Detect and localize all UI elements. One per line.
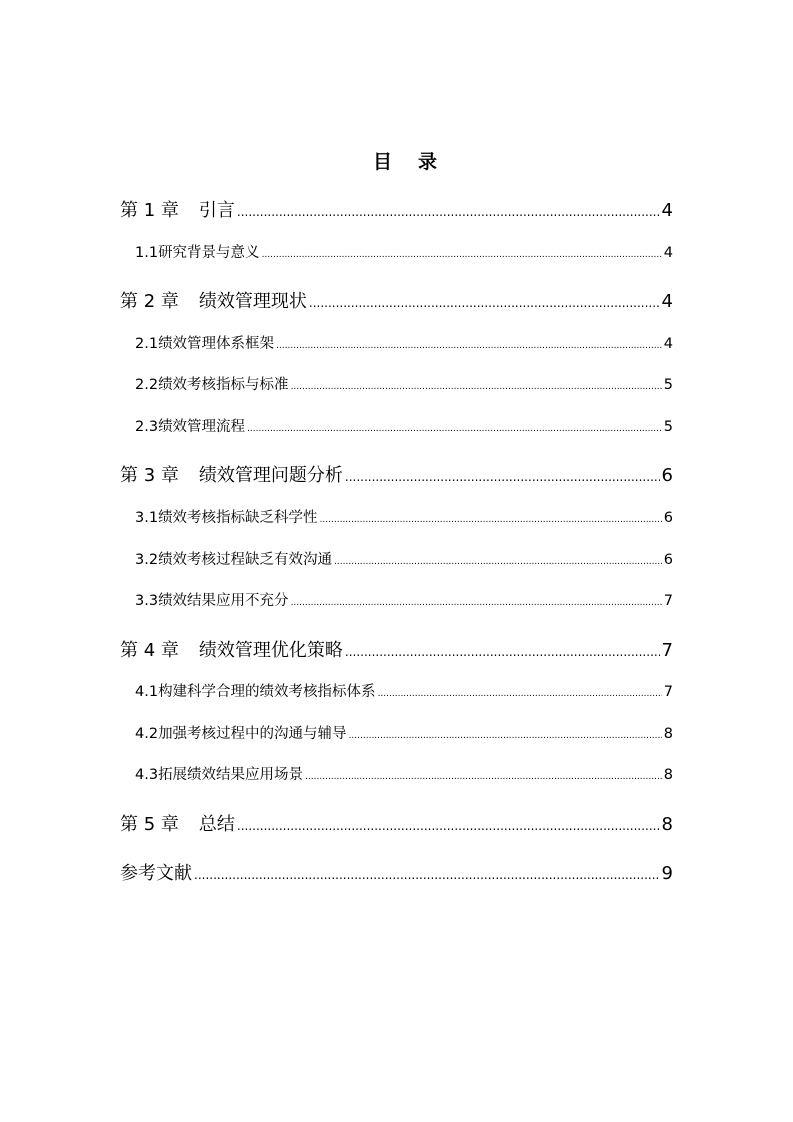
entry-page-number: 6	[663, 510, 673, 526]
entry-page-number: 8	[663, 767, 673, 783]
entry-label: 绩效考核指标与标准	[158, 377, 289, 393]
entry-page-number: 4	[663, 245, 673, 261]
entry-page-number: 7	[661, 640, 673, 661]
dot-leader	[349, 723, 662, 747]
entry-page-number: 8	[663, 726, 673, 742]
toc-entry-references[interactable]	[120, 861, 673, 888]
entry-page-number: 5	[663, 419, 673, 435]
entry-number: 4.3	[135, 767, 159, 783]
dot-leader	[194, 861, 660, 888]
entry-label: 参考文献	[120, 863, 192, 884]
toc-entry-section-4-1[interactable]	[120, 681, 673, 705]
toc-entry-section-3-2[interactable]	[120, 549, 673, 573]
dot-leader	[305, 764, 662, 788]
toc-entry-section-3-1[interactable]	[120, 507, 673, 531]
entry-number: 第 3 章	[120, 465, 179, 486]
toc-entry-chapter-3[interactable]	[120, 463, 673, 490]
toc-entry-chapter-1[interactable]	[120, 198, 673, 225]
entry-label: 绩效结果应用不充分	[158, 593, 289, 609]
dot-leader	[291, 590, 662, 614]
toc-entry-section-4-3[interactable]	[120, 764, 673, 788]
entry-page-number: 4	[663, 336, 673, 352]
dot-leader	[247, 416, 662, 440]
entry-page-number: 8	[661, 814, 673, 835]
entry-number: 2.1	[135, 336, 159, 352]
toc-entry-section-2-2[interactable]	[120, 374, 673, 398]
entry-page-number: 6	[661, 465, 673, 486]
entry-number: 第 1 章	[120, 200, 179, 221]
entry-page-number: 4	[661, 200, 673, 221]
entry-label: 总结	[198, 814, 235, 835]
entry-label: 绩效管理体系框架	[158, 336, 275, 352]
toc-entry-section-2-3[interactable]	[120, 416, 673, 440]
dot-leader	[345, 638, 660, 665]
entry-label: 绩效管理现状	[198, 291, 307, 312]
entry-number: 3.2	[135, 552, 159, 568]
entry-number: 第 4 章	[120, 640, 179, 661]
entry-label: 构建科学合理的绩效考核指标体系	[158, 684, 376, 700]
entry-label: 绩效考核指标缺乏科学性	[158, 510, 318, 526]
entry-label: 绩效管理问题分析	[198, 465, 343, 486]
dot-leader	[309, 289, 660, 316]
entry-number: 1.1	[135, 245, 159, 261]
dot-leader	[345, 463, 660, 490]
toc-entry-chapter-2[interactable]	[120, 289, 673, 316]
toc-entry-section-2-1[interactable]	[120, 333, 673, 357]
dot-leader	[276, 333, 662, 357]
entry-number: 2.2	[135, 377, 159, 393]
entry-label: 绩效管理流程	[158, 419, 246, 435]
dot-leader	[320, 507, 662, 531]
toc-entry-section-3-3[interactable]	[120, 590, 673, 614]
dot-leader	[378, 681, 662, 705]
entry-page-number: 7	[663, 684, 673, 700]
entry-number: 3.1	[135, 510, 159, 526]
entry-page-number: 4	[661, 291, 673, 312]
entry-label: 绩效考核过程缺乏有效沟通	[158, 552, 333, 568]
toc-entry-chapter-4[interactable]	[120, 638, 673, 665]
entry-label: 绩效管理优化策略	[198, 640, 343, 661]
entry-page-number: 5	[663, 377, 673, 393]
entry-number: 2.3	[135, 419, 159, 435]
entry-label: 拓展绩效结果应用场景	[158, 767, 304, 783]
entry-label: 研究背景与意义	[158, 245, 260, 261]
entry-page-number: 7	[663, 593, 673, 609]
dot-leader	[291, 374, 662, 398]
toc-title: 目录	[372, 151, 463, 173]
dot-leader	[237, 812, 660, 839]
dot-leader	[334, 549, 662, 573]
entry-page-number: 6	[663, 552, 673, 568]
entry-number: 4.1	[135, 684, 159, 700]
dot-leader	[262, 242, 662, 266]
entry-number: 第 5 章	[120, 814, 179, 835]
entry-number: 3.3	[135, 593, 159, 609]
toc-entry-section-4-2[interactable]	[120, 723, 673, 747]
entry-page-number: 9	[661, 863, 673, 884]
entry-number: 第 2 章	[120, 291, 179, 312]
toc-entry-chapter-5[interactable]	[120, 812, 673, 839]
dot-leader	[237, 198, 660, 225]
entry-number: 4.2	[135, 726, 159, 742]
entry-label: 引言	[198, 200, 235, 221]
toc-entry-section-1-1[interactable]	[120, 242, 673, 266]
entry-label: 加强考核过程中的沟通与辅导	[158, 726, 347, 742]
